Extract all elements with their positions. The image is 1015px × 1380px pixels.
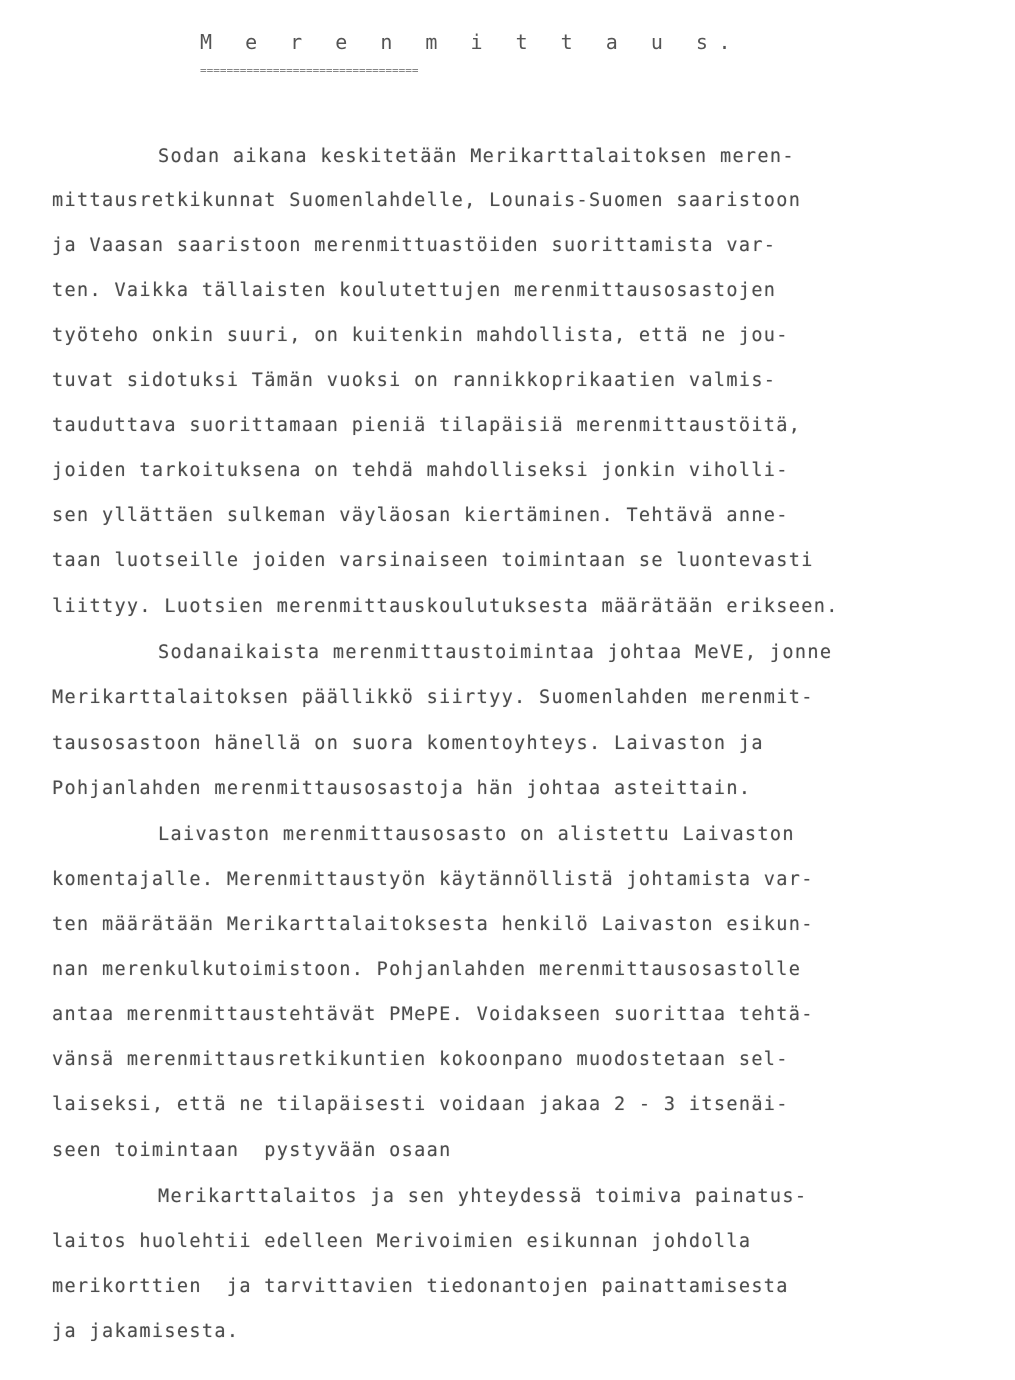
text-line: Pohjanlahden merenmittausosastoja hän johtaa asteittain. xyxy=(52,778,752,799)
text-line: Merikarttalaitoksen päällikkö siirtyy. Suomenlahden merenmit- xyxy=(52,687,814,708)
text-line: tausosastoon hänellä on suora komentoyhteys. Laivaston ja xyxy=(52,733,764,754)
text-line: merikorttien ja tarvittavien tiedonantojen painattamisesta xyxy=(52,1276,789,1297)
document-title: M e r e n m i t t a u s. xyxy=(200,30,741,54)
text-line: työteho onkin suuri, on kuitenkin mahdollista, että ne jou- xyxy=(52,325,789,346)
text-line: mittausretkikunnat Suomenlahdelle, Lounais-Suomen saaristoon xyxy=(52,190,802,211)
text-line: laitos huolehtii edelleen Merivoimien esikunnan johdolla xyxy=(52,1231,752,1252)
text-line: tauduttava suorittamaan pieniä tilapäisiä merenmittaustöitä, xyxy=(52,415,802,436)
text-line: ten määrätään Merikarttalaitoksesta henkilö Laivaston esikun- xyxy=(52,914,814,935)
text-line: komentajalle. Merenmittaustyön käytännöllistä johtamista var- xyxy=(52,869,814,890)
text-line: liittyy. Luotsien merenmittauskoulutuksesta määrätään erikseen. xyxy=(52,596,839,617)
text-line: joiden tarkoituksena on tehdä mahdolliseksi jonkin viholli- xyxy=(52,460,789,481)
text-line: Merikarttalaitos ja sen yhteydessä toimiva painatus- xyxy=(158,1186,808,1207)
text-line: vänsä merenmittausretkikuntien kokoonpano muodostetaan sel- xyxy=(52,1049,789,1070)
title-underline: ================================= xyxy=(200,64,419,77)
text-line: seen toimintaan pystyvään osaan xyxy=(52,1140,452,1161)
text-line: laiseksi, että ne tilapäisesti voidaan jakaa 2 - 3 itsenäi- xyxy=(52,1094,789,1115)
text-line: ten. Vaikka tällaisten koulutettujen merenmittausosastojen xyxy=(52,280,777,301)
text-line: Sodan aikana keskitetään Merikarttalaitoksen meren- xyxy=(158,146,795,167)
text-line: antaa merenmittaustehtävät PMePE. Voidakseen suorittaa tehtä- xyxy=(52,1004,814,1025)
text-line: nan merenkulkutoimistoon. Pohjanlahden merenmittausosastolle xyxy=(52,959,802,980)
text-line: Laivaston merenmittausosasto on alistettu Laivaston xyxy=(158,824,795,845)
text-line: ja Vaasan saaristoon merenmittuastöiden suorittamista var- xyxy=(52,235,777,256)
text-line: sen yllättäen sulkeman väyläosan kiertäminen. Tehtävä anne- xyxy=(52,505,789,526)
text-line: tuvat sidotuksi Tämän vuoksi on rannikkoprikaatien valmis- xyxy=(52,370,777,391)
text-line: Sodanaikaista merenmittaustoimintaa johtaa MeVE, jonne xyxy=(158,642,833,663)
text-line: taan luotseille joiden varsinaiseen toimintaan se luontevasti xyxy=(52,550,814,571)
text-line: ja jakamisesta. xyxy=(52,1321,240,1342)
